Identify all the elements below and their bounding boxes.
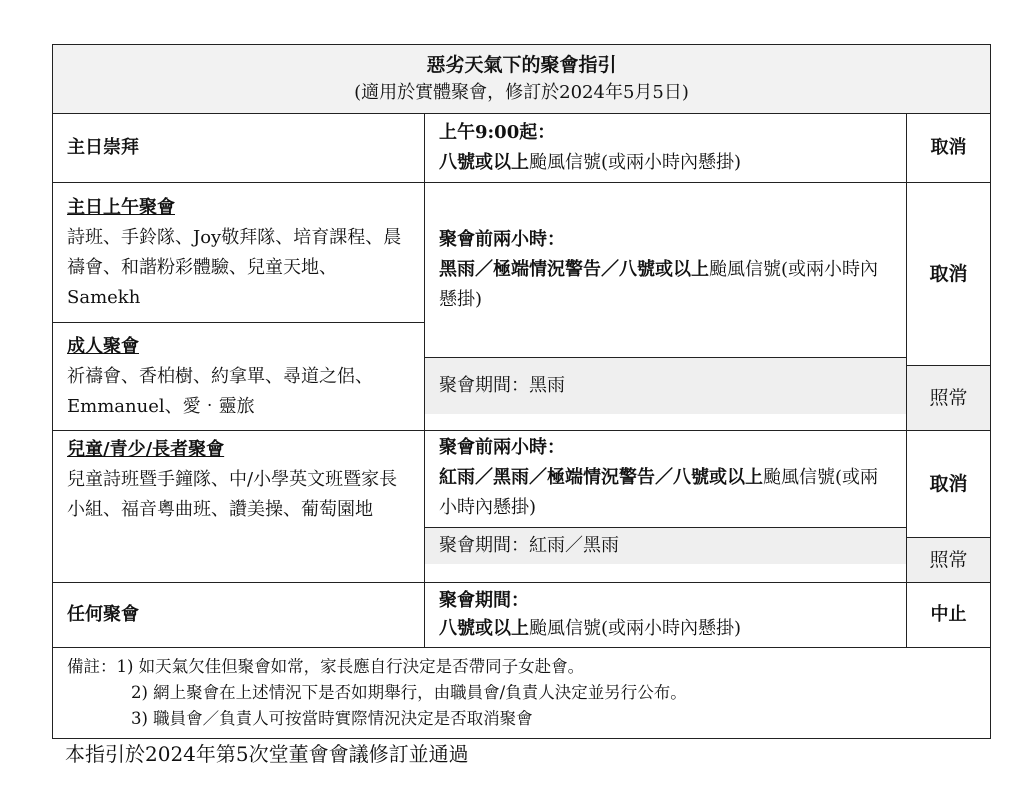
youth-gathering-cell (53, 431, 425, 583)
header-cell (53, 45, 991, 114)
signal-rest-text: 颱風信號(或兩小時內懸掛) (529, 152, 742, 173)
group-a-bold-text: 黑雨／極端情況警告／八號或以上 (439, 259, 709, 280)
youth-during-action: 照常 (907, 537, 990, 582)
sunday-worship-action: 取消 (907, 114, 991, 183)
any-gathering-signal (439, 615, 892, 643)
morning-gathering-cell (53, 183, 425, 323)
page-title: 惡劣天氣下的聚會指引 (426, 54, 617, 76)
note-1: 備註：1) 如天氣欠佳但聚會如常，家長應自行決定是否帶同子女赴會。 (67, 657, 585, 676)
youth-before-lead: 聚會前兩小時： (439, 437, 565, 458)
youth-before-text (439, 463, 892, 523)
any-gathering-action: 中止 (907, 583, 991, 648)
sunday-worship-signal (439, 148, 892, 178)
youth-before (425, 431, 906, 527)
notes-cell (53, 648, 991, 739)
youth-bold-text: 紅雨／黑雨／極端情況警告／八號或以上 (439, 467, 763, 488)
weather-guideline-table (52, 44, 991, 739)
group-a-during-action: 照常 (907, 365, 990, 430)
page-subtitle: (適用於實體聚會，修訂於2024年5月5日) (354, 82, 689, 103)
youth-condition-cell (425, 431, 907, 583)
group-a-before-lead: 聚會前兩小時： (439, 229, 565, 250)
morning-gathering-title: 主日上午聚會 (67, 196, 175, 218)
group-a-before-text (439, 255, 892, 315)
any-gathering-row (53, 583, 991, 648)
footer-note: 本指引於2024年第5次堂董會會議修訂並通過 (65, 742, 469, 766)
youth-before-action: 取消 (929, 473, 968, 495)
youth-gathering-items: 兒童詩班暨手鐘隊、中/小學英文班暨家長小組、福音粵曲班、讚美操、葡萄園地 (67, 469, 398, 520)
youth-action-cell (907, 431, 991, 583)
any-rest-text: 颱風信號(或兩小時內懸掛) (529, 618, 742, 639)
adult-gathering-title: 成人聚會 (67, 335, 139, 357)
notes-row (53, 648, 991, 739)
any-bold-text: 八號或以上 (439, 618, 529, 639)
group-a-before (425, 183, 906, 357)
any-gathering-name: 任何聚會 (53, 583, 425, 648)
adult-gathering-items: 祈禱會、香柏樹、約拿單、尋道之侶、Emmanuel、愛‧靈旅 (67, 365, 373, 417)
header-row (53, 45, 991, 114)
group-a-before-action: 取消 (929, 263, 968, 285)
sunday-worship-row (53, 114, 991, 183)
signal-bold-text: 八號或以上 (439, 152, 529, 173)
note-3: 3) 職員會／負責人可按當時實際情況決定是否取消聚會 (131, 709, 533, 728)
youth-during: 聚會期間：紅雨／黑雨 (425, 527, 906, 564)
youth-gathering-row (53, 431, 991, 583)
morning-gathering-items: 詩班、手鈴隊、Joy敬拜隊、培育課程、晨禱會、和諧粉彩體驗、兒童天地、Samekh (67, 226, 402, 308)
group-a-action-cell (907, 183, 991, 431)
any-gathering-condition (425, 583, 907, 648)
morning-gathering-row (53, 183, 991, 323)
adult-gathering-cell (53, 323, 425, 431)
group-a-condition-cell (425, 183, 907, 431)
youth-gathering-title: 兒童/青少/長者聚會 (67, 439, 225, 460)
group-a-during: 聚會期間：黑雨 (425, 357, 906, 414)
group-a-rest-text: 颱風信號(或兩小時內懸掛) (439, 259, 879, 310)
sunday-worship-name: 主日崇拜 (53, 114, 425, 183)
sunday-worship-condition (425, 114, 907, 183)
youth-rest-text: 颱風信號(或兩小時內懸掛) (439, 467, 879, 518)
note-2: 2) 網上聚會在上述情況下是否如期舉行，由職員會/負責人決定並另行公布。 (131, 683, 687, 702)
any-gathering-lead: 聚會期間： (439, 590, 529, 611)
sunday-worship-time: 上午9:00起： (439, 122, 556, 143)
